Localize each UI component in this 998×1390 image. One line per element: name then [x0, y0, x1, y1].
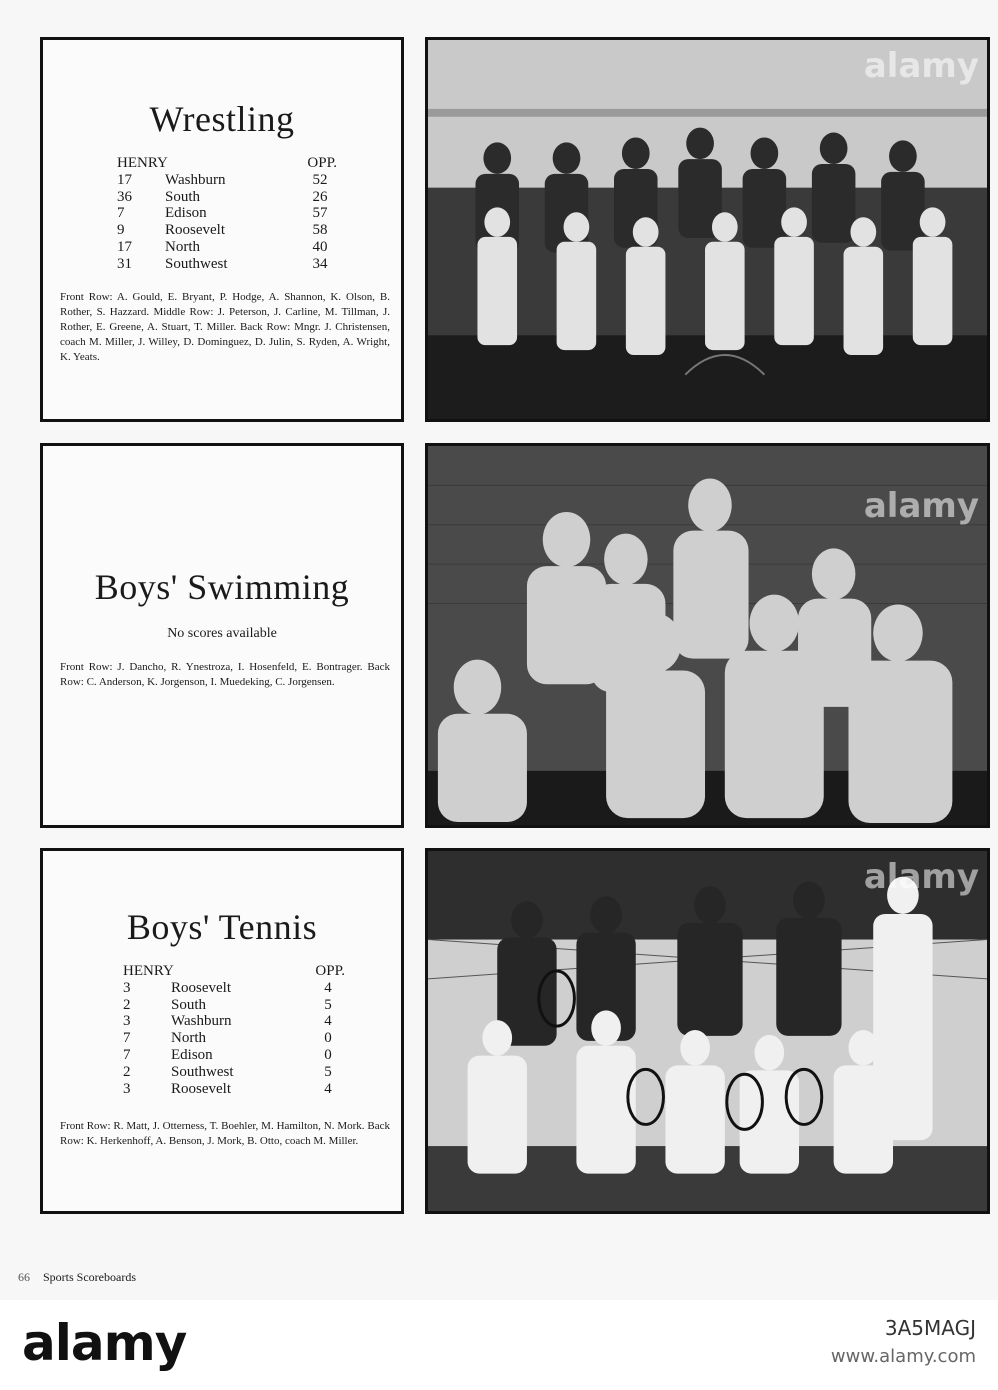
- opponent-name: Edison: [165, 205, 207, 222]
- page-footer: [18, 1270, 136, 1285]
- henry-score: 31: [117, 255, 132, 272]
- wrestling-roster: Front Row: A. Gould, E. Bryant, P. Hodge, A. Shannon, K. Olson, B. Rother, S. Hazzard. Middle Row: J. Peterson, J. Carline, M. Tillman, J. Rother, E. Greene, A. Stuart, T. Miller. Back Row: Mngr. J. Christensen, coach M. Miller, J. Willey, D. Dominguez, D. Julin, S. Ryden, A. Wright, K. Yeats.: [60, 291, 390, 363]
- photo-watermark: alamy: [863, 857, 979, 897]
- opponent-name: South: [171, 996, 207, 1013]
- henry-score: 2: [123, 996, 131, 1013]
- wrestling-title: Wrestling: [149, 99, 295, 139]
- score-row: [123, 1047, 345, 1064]
- score-row: [123, 1081, 345, 1098]
- opponent-score: 5: [324, 1063, 332, 1080]
- wrestling-scores: [117, 155, 337, 273]
- wrestling-header-opp: OPP.: [307, 155, 337, 171]
- opponent-score: 58: [312, 222, 328, 239]
- henry-score: 9: [117, 222, 125, 239]
- photo-watermark: alamy: [863, 46, 979, 86]
- swimming-title: Boys' Swimming: [94, 567, 350, 607]
- stock-watermark-bar: [0, 1300, 998, 1390]
- opponent-name: Edison: [171, 1046, 213, 1063]
- photo-watermark: alamy: [863, 486, 979, 526]
- opponent-score: 26: [312, 188, 328, 205]
- opponent-score: 40: [312, 238, 328, 255]
- score-row: [117, 172, 337, 189]
- swimming-roster: Front Row: J. Dancho, R. Ynestroza, I. Hosenfeld, E. Bontrager. Back Row: C. Anderson, K. Jorgenson, I. Muedeking, C. Jorgensen.: [60, 661, 390, 688]
- opponent-score: 4: [324, 1080, 332, 1097]
- henry-score: 7: [123, 1030, 131, 1047]
- opponent-score: 0: [324, 1046, 332, 1063]
- wrestling-rows: [117, 172, 337, 273]
- opponent-score: 57: [312, 205, 328, 222]
- opponent-name: Washburn: [171, 1013, 232, 1030]
- tennis-header-opp: OPP.: [315, 963, 345, 979]
- henry-score: 3: [123, 979, 131, 996]
- opponent-score: 5: [324, 996, 332, 1013]
- opponent-name: Southwest: [171, 1063, 234, 1080]
- swimming-team-photo: [425, 443, 990, 828]
- page-number: 66: [18, 1270, 30, 1284]
- opponent-name: South: [165, 188, 201, 205]
- opponent-name: Roosevelt: [165, 222, 225, 239]
- wrestling-header-home: HENRY: [117, 155, 168, 171]
- score-row: [123, 1013, 345, 1030]
- tennis-rows: [123, 980, 345, 1098]
- score-row: [123, 1030, 345, 1047]
- swimming-note: No scores available: [167, 626, 277, 641]
- score-row: [117, 222, 337, 239]
- opponent-name: North: [165, 238, 200, 255]
- watermark-url: www.alamy.com: [830, 1346, 976, 1367]
- swimming-scoreboard: [40, 443, 404, 828]
- wrestling-scoreboard: [40, 37, 404, 422]
- opponent-score: 4: [324, 1013, 332, 1030]
- score-row: [117, 239, 337, 256]
- score-row: [123, 980, 345, 997]
- tennis-team-photo: [425, 848, 990, 1214]
- tennis-roster: Front Row: R. Matt, J. Otterness, T. Boehler, M. Hamilton, N. Mork. Back Row: K. Herkenhoff, A. Benson, J. Mork, B. Otto, coach M. Miller.: [60, 1120, 390, 1147]
- image-id-block: [831, 1316, 976, 1367]
- opponent-name: Southwest: [165, 255, 228, 272]
- score-row: [117, 205, 337, 222]
- henry-score: 7: [117, 205, 125, 222]
- henry-score: 2: [123, 1063, 131, 1080]
- tennis-header-home: HENRY: [123, 963, 174, 979]
- henry-score: 17: [117, 171, 132, 188]
- henry-score: 7: [123, 1046, 131, 1063]
- alamy-logo: alamy: [22, 1314, 187, 1372]
- score-row: [123, 1064, 345, 1081]
- tennis-scoreboard: [40, 848, 404, 1214]
- henry-score: 3: [123, 1013, 131, 1030]
- score-row: [123, 997, 345, 1014]
- opponent-score: 52: [312, 171, 328, 188]
- score-row: [117, 256, 337, 273]
- image-id: 3A5MAGJ: [884, 1316, 976, 1340]
- opponent-score: 34: [312, 255, 328, 272]
- wrestling-team-photo: [425, 37, 990, 422]
- opponent-name: Roosevelt: [171, 1080, 231, 1097]
- opponent-name: Roosevelt: [171, 979, 231, 996]
- henry-score: 17: [117, 238, 132, 255]
- opponent-score: 4: [324, 979, 332, 996]
- footer-section: Sports Scoreboards: [43, 1270, 136, 1284]
- opponent-name: North: [171, 1030, 206, 1047]
- tennis-scores: [123, 963, 345, 1097]
- opponent-score: 0: [324, 1030, 332, 1047]
- henry-score: 3: [123, 1080, 131, 1097]
- score-row: [117, 189, 337, 206]
- henry-score: 36: [117, 188, 132, 205]
- tennis-title: Boys' Tennis: [126, 907, 318, 947]
- opponent-name: Washburn: [165, 171, 226, 188]
